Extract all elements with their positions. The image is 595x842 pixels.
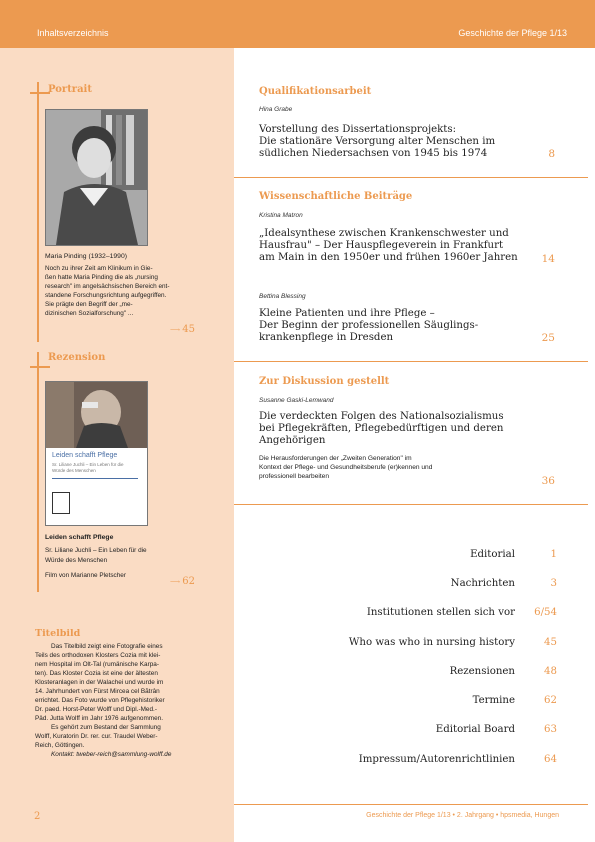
entry-page[interactable]: 36 [541, 475, 555, 487]
review-line: Film von Marianne Pletscher [45, 572, 126, 579]
subtitle-line: Kontext der Pflege- und Gesundheitsberufe (er)kennen und [259, 464, 433, 471]
entry-author: Bettina Blessing [259, 293, 306, 300]
subtitle-line: Die Herausforderungen der „Zweiten Generation" im [259, 455, 412, 462]
footer-page-number: 2 [34, 811, 41, 822]
review-line: Sr. Liliane Juchli – Ein Leben für die [45, 547, 147, 554]
portrait-vline [37, 82, 39, 342]
cover-contact[interactable]: Kontakt: tweber-reich@sammlung-wolff.de [51, 751, 172, 758]
title-line: südlichen Niedersachsen von 1945 bis 1974 [259, 148, 488, 160]
caption-line: Sie prägte den Begriff der „me- [45, 301, 133, 308]
entry-title[interactable] [259, 411, 504, 448]
index-item-page[interactable]: 45 [544, 637, 557, 648]
portrait-caption [45, 264, 205, 318]
title-line: Die verdeckten Folgen des Nationalsozialismus [259, 411, 504, 422]
review-vline [37, 352, 39, 592]
cover-panel [46, 448, 147, 525]
entry-page[interactable]: 25 [541, 332, 555, 344]
title-line: Der Beginn der professionellen Säuglings- [259, 320, 479, 332]
index-item-page[interactable]: 6/54 [534, 607, 557, 618]
entry-author: Kristina Matron [259, 212, 303, 219]
cover-line: Es gehört zum Bestand der Sammlung [51, 724, 161, 731]
review-hline [30, 366, 50, 368]
cover-line: Das Titelbild zeigt eine Fotografie eines [51, 643, 163, 650]
footer-publication: Geschichte der Pflege 1/13 • 2. Jahrgang • hpsmedia, Hungen [366, 812, 559, 819]
entry-title[interactable] [259, 124, 495, 161]
caption-line: research" im angelsächsischen Bereich ent- [45, 283, 170, 290]
entry-author: Hina Grabe [259, 106, 293, 113]
review-heading: Rezension [48, 352, 106, 363]
arrow-icon: ⟶ [170, 578, 183, 586]
cover-line: Reich, Göttingen. [35, 742, 85, 749]
cover-line: 14. Jahrhundert von Fürst Mircea cel Bătrân [35, 688, 160, 695]
index-item-label[interactable]: Who was who in nursing history [348, 637, 515, 648]
title-line: Angehörigen [259, 435, 326, 447]
index-item-label[interactable]: Nachrichten [450, 578, 515, 589]
header-left: Inhaltsverzeichnis [37, 28, 109, 38]
subtitle-line: professionell bearbeiten [259, 473, 330, 480]
caption-line: ßen hatte Maria Pinding die als „nursing [45, 274, 158, 281]
caption-line: Noch zu ihrer Zeit am Klinikum in Gie- [45, 265, 153, 272]
index-item-page[interactable]: 63 [544, 724, 557, 735]
entry-subtitle [259, 454, 432, 481]
title-line: Vorstellung des Dissertationsprojekts: [259, 124, 457, 135]
section-divider [234, 361, 588, 362]
index-item-page[interactable]: 62 [544, 695, 557, 706]
index-item-label[interactable]: Editorial [470, 549, 515, 560]
entry-title[interactable] [259, 308, 478, 345]
entry-title[interactable] [259, 228, 518, 265]
header-right: Geschichte der Pflege 1/13 [458, 28, 567, 38]
index-item-page[interactable]: 3 [550, 578, 557, 589]
index-item-label[interactable]: Termine [472, 695, 515, 706]
portrait-page-ref[interactable]: ⟶ 45 [170, 324, 195, 335]
title-line: „Idealsynthese zwischen Krankenschwester und [259, 228, 509, 239]
cover-description [51, 642, 207, 651]
cover-line: ten). Das Kloster Cozia ist eine der ältesten [35, 670, 158, 677]
cover-line: Päd. Jutta Wolff im Jahr 1976 aufgenommen. [35, 715, 164, 722]
review-line: Würde des Menschen [45, 557, 108, 564]
index-item-page[interactable]: 64 [544, 754, 557, 765]
section-heading: Zur Diskussion gestellt [259, 376, 390, 387]
portrait-name: Maria Pinding (1932–1990) [45, 253, 127, 260]
cover-rating-box [52, 492, 70, 514]
cover-line: Klosteranlagen in der Walachei und wurde im [35, 679, 164, 686]
title-line: Hausfrau" – Der Hauspflegeverein in Frankfurt [259, 240, 504, 252]
cover-subtitle: Sr. Liliane Juchli – Ein Leben für die Würde des Menschen [52, 462, 124, 473]
caption-line: standene Forschungsrichtung aufgegriffen. [45, 292, 167, 299]
cover-description-body [35, 651, 207, 759]
entry-page[interactable]: 14 [541, 253, 555, 265]
title-line: bei Pflegekräften, Pflegebedürftigen und deren [259, 423, 504, 435]
header-bar [0, 0, 595, 48]
section-divider [234, 177, 588, 178]
portrait-photo [45, 109, 148, 246]
entry-author: Susanne Gaski-Lemwand [259, 397, 334, 404]
section-heading: Wissenschaftliche Beiträge [259, 191, 413, 202]
review-page-ref[interactable]: ⟶ 62 [170, 576, 195, 587]
cover-heading: Titelbild [35, 628, 81, 639]
review-title: Leiden schafft Pflege [45, 534, 114, 541]
index-item-label[interactable]: Editorial Board [435, 724, 515, 735]
title-line: Kleine Patienten und ihre Pflege – [259, 308, 435, 319]
index-item-label[interactable]: Impressum/Autorenrichtlinien [358, 754, 515, 765]
cover-line: Dr. paed. Horst-Peter Wolff und Dipl.-Med.- [35, 706, 157, 713]
section-heading: Qualifikationsarbeit [259, 86, 372, 97]
cover-line: Wolff, Kuratorin Dr. rer. cur. Traudel Weber- [35, 733, 158, 740]
section-divider [234, 504, 588, 505]
portrait-heading: Portrait [48, 84, 92, 95]
index-item-label[interactable]: Rezensionen [449, 666, 515, 677]
title-line: am Main in den 1950er und frühen 1960er Jahren [259, 252, 518, 264]
title-line: Die stationäre Versorgung alter Menschen im [259, 136, 496, 148]
cover-line: errichtet. Das Foto wurde von Pflegehistoriker [35, 697, 165, 704]
cover-line: nem Hospital im Olt-Tal (rumänische Karpa- [35, 661, 159, 668]
caption-line: dizinischen Sozialforschung" ... [45, 310, 134, 317]
index-item-label[interactable]: Institutionen stellen sich vor [366, 607, 515, 618]
index-item-page[interactable]: 1 [550, 549, 557, 560]
cover-rule [52, 478, 138, 479]
review-cover [45, 381, 148, 526]
arrow-icon: ⟶ [170, 326, 183, 334]
entry-page[interactable]: 8 [548, 148, 555, 160]
index-item-page[interactable]: 48 [544, 666, 557, 677]
cover-title: Leiden schafft Pflege [52, 452, 118, 459]
footer-rule [234, 804, 588, 805]
cover-line: Teils des orthodoxen Klosters Cozia mit klei- [35, 652, 161, 659]
title-line: krankenpflege in Dresden [259, 332, 394, 344]
portrait-hline [30, 92, 50, 94]
